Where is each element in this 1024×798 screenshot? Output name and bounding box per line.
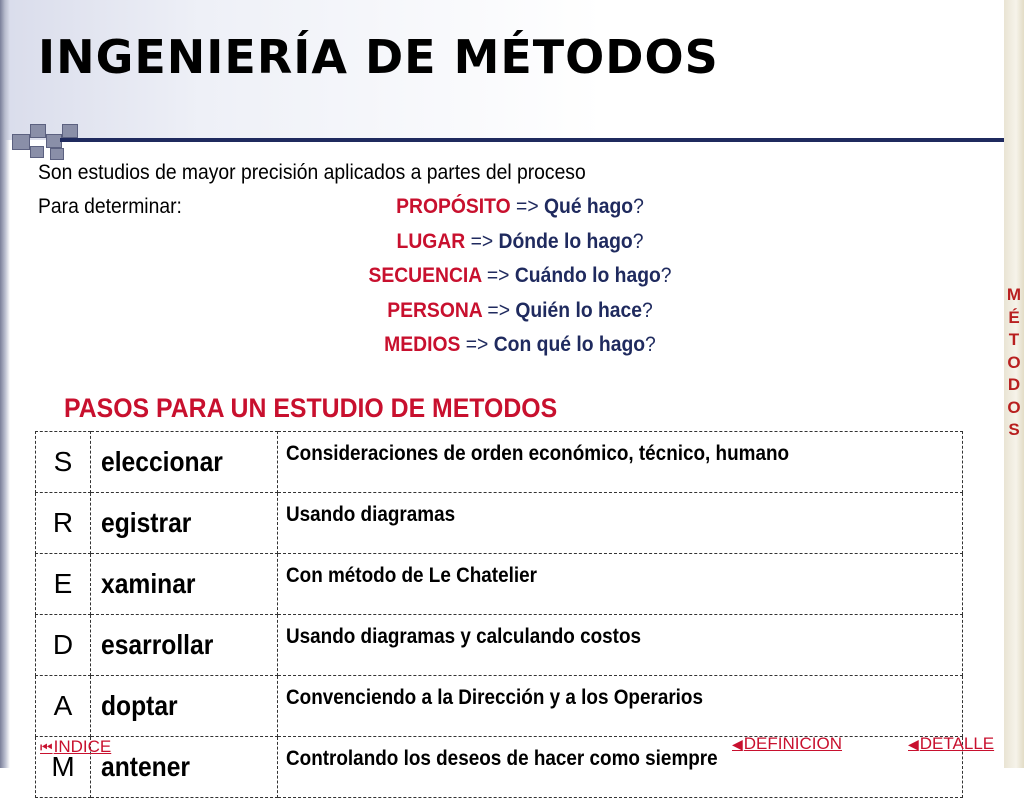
definition-link-label: DEFINICION xyxy=(743,734,843,753)
table-row xyxy=(36,676,963,737)
page-title: INGENIERÍA DE MÉTODOS xyxy=(38,30,719,84)
step-description: Usando diagramas xyxy=(278,493,963,554)
step-description: Usando diagramas y calculando costos xyxy=(278,615,963,676)
step-initial: E xyxy=(36,554,91,615)
step-initial: M xyxy=(36,737,91,798)
determination-arrow: => xyxy=(516,195,539,218)
determine-label: Para determinar: xyxy=(38,195,182,218)
table-row xyxy=(36,432,963,493)
left-edge-shadow xyxy=(0,0,10,768)
table-row xyxy=(36,615,963,676)
step-initial: A xyxy=(36,676,91,737)
index-link-label: INDICE xyxy=(53,737,112,756)
detail-link[interactable] xyxy=(908,734,994,754)
side-letter: M xyxy=(1006,285,1022,304)
determination-arrow: => xyxy=(487,298,510,322)
question-mark: ? xyxy=(633,195,644,218)
step-word-rest: doptar xyxy=(91,676,278,737)
determination-row xyxy=(318,230,723,265)
table-row xyxy=(36,493,963,554)
determination-row xyxy=(318,299,723,334)
determination-key: PERSONA xyxy=(387,298,483,322)
step-initial: S xyxy=(36,432,91,493)
step-description: Convenciendo a la Dirección y a los Operarios xyxy=(278,676,963,737)
determination-key: LUGAR xyxy=(396,229,466,253)
step-word-rest: esarrollar xyxy=(91,615,278,676)
question-mark: ? xyxy=(632,229,644,253)
step-word-rest: egistrar xyxy=(91,493,278,554)
side-letter: D xyxy=(1007,375,1021,394)
side-letter: É xyxy=(1008,307,1020,327)
step-initial: D xyxy=(36,615,91,676)
determination-arrow: => xyxy=(486,264,510,287)
steps-title: PASOS PARA UN ESTUDIO DE METODOS xyxy=(64,393,558,423)
determination-question: Con qué lo hago xyxy=(493,333,646,356)
definition-link[interactable] xyxy=(732,734,842,754)
determination-question: Qué hago xyxy=(543,195,634,218)
determination-question: Cuándo lo hago xyxy=(514,264,661,287)
table-row xyxy=(36,554,963,615)
step-initial: R xyxy=(36,493,91,554)
title-divider xyxy=(60,138,1004,142)
step-description: Con método de Le Chatelier xyxy=(278,554,963,615)
determination-question: Dónde lo hago xyxy=(498,229,633,253)
side-letter: T xyxy=(1008,330,1020,349)
step-word-rest: eleccionar xyxy=(91,432,278,493)
first-page-icon: ⏮ xyxy=(40,739,53,755)
determination-question: Quién lo hace xyxy=(515,298,643,322)
index-link[interactable] xyxy=(40,737,111,757)
question-mark: ? xyxy=(660,264,672,287)
determination-key: SECUENCIA xyxy=(368,264,482,287)
question-mark: ? xyxy=(642,298,653,322)
determination-key: MEDIOS xyxy=(384,333,461,356)
determination-row xyxy=(318,333,723,368)
determination-row xyxy=(318,195,723,230)
determination-key: PROPÓSITO xyxy=(396,195,511,218)
chevron-left-icon: ◀ xyxy=(908,736,919,752)
side-letter: O xyxy=(1007,397,1021,417)
step-description: Controlando los deseos de hacer como siempre xyxy=(278,737,963,798)
side-word-metodos xyxy=(1004,284,1024,442)
chevron-left-icon: ◀ xyxy=(732,736,743,752)
detail-link-label: DETALLE xyxy=(919,734,995,753)
determination-row xyxy=(318,264,723,299)
determination-arrow: => xyxy=(470,229,494,253)
step-description: Consideraciones de orden económico, técnico, humano xyxy=(278,432,963,493)
step-word-rest: antener xyxy=(91,737,278,798)
determination-arrow: => xyxy=(465,333,489,356)
side-letter: O xyxy=(1007,352,1021,372)
step-word-rest: xaminar xyxy=(91,554,278,615)
determinations-list xyxy=(300,195,740,368)
intro-text: Son estudios de mayor precisión aplicados a partes del proceso xyxy=(38,161,586,184)
question-mark: ? xyxy=(645,333,656,356)
side-letter: S xyxy=(1008,420,1020,439)
